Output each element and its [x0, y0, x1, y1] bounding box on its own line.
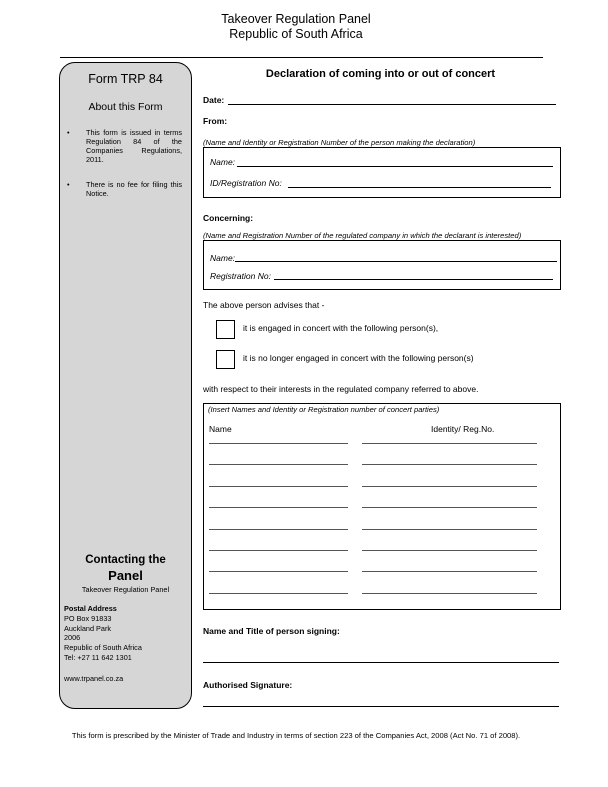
party-id-field[interactable] [362, 571, 537, 572]
party-name-field[interactable] [209, 443, 348, 444]
concerning-reg-label: Registration No: [210, 271, 271, 281]
party-name-field[interactable] [209, 486, 348, 487]
party-id-field[interactable] [362, 550, 537, 551]
contact-title: Contacting the [85, 554, 166, 566]
advises-text: The above person advises that - [203, 300, 325, 310]
postal-line: Auckland Park [64, 624, 112, 633]
form-title: Declaration of coming into or out of concert [265, 68, 496, 80]
option2-label: it is no longer engaged in concert with the following person(s) [243, 353, 474, 363]
sidebar-panel [59, 62, 192, 709]
party-name-field[interactable] [209, 464, 348, 465]
concerning-name-field[interactable] [235, 261, 557, 262]
concerning-reg-field[interactable] [274, 279, 553, 280]
bullet-icon: • [67, 128, 70, 137]
party-id-field[interactable] [362, 443, 537, 444]
from-note: (Name and Identity or Registration Number of the person making the declaration) [203, 138, 476, 147]
contact-org: Takeover Regulation Panel [81, 585, 170, 594]
signer-label: Name and Title of person signing: [203, 626, 340, 636]
header-subtitle: Republic of South Africa [229, 27, 363, 41]
party-name-field[interactable] [209, 593, 348, 594]
telephone: Tel: +27 11 642 1301 [64, 653, 132, 662]
party-id-field[interactable] [362, 593, 537, 594]
party-name-field[interactable] [209, 550, 348, 551]
party-id-field[interactable] [362, 486, 537, 487]
from-box [203, 147, 561, 198]
parties-note: (Insert Names and Identity or Registration number of concert parties) [208, 405, 440, 414]
concerning-note: (Name and Registration Number of the regulated company in which the declarant is interested) [203, 231, 522, 240]
bullet-text: This form is issued in terms Regulation 84 of the Companies Regulations, 2011. [86, 128, 182, 164]
concerning-label: Concerning: [203, 213, 254, 223]
respect-text: with respect to their interests in the regulated company referred to above. [203, 384, 479, 394]
about-title: About this Form [88, 101, 163, 113]
postal-line: PO Box 91833 [64, 614, 112, 623]
option1-checkbox[interactable] [216, 320, 235, 339]
postal-line: 2006 [64, 633, 81, 642]
bullet-text: There is no fee for filing this Notice. [86, 180, 182, 198]
footer-note: This form is prescribed by the Minister of Trade and Industry in terms of section 223 of the Companies Act, 2008 (Act No. 71 of 2008). [71, 731, 521, 740]
postal-heading: Postal Address [64, 604, 117, 613]
party-id-field[interactable] [362, 464, 537, 465]
concerning-box [203, 240, 561, 290]
party-id-field[interactable] [362, 507, 537, 508]
signer-field[interactable] [203, 662, 559, 663]
from-name-field[interactable] [237, 166, 553, 167]
signature-label: Authorised Signature: [203, 680, 293, 690]
from-name-label: Name: [210, 157, 236, 167]
party-id-field[interactable] [362, 529, 537, 530]
concerning-name-label: Name: [210, 253, 236, 263]
signature-field[interactable] [203, 706, 559, 707]
header-rule [60, 57, 543, 58]
contact-title-panel: Panel [108, 568, 143, 583]
column-header-name: Name [209, 424, 232, 434]
from-label: From: [203, 116, 228, 126]
form-id: Form TRP 84 [88, 72, 163, 86]
header-title: Takeover Regulation Panel [221, 12, 371, 26]
bullet-icon: • [67, 180, 70, 189]
parties-box [203, 403, 561, 610]
option1-label: it is engaged in concert with the following person(s), [243, 323, 439, 333]
from-id-label: ID/Registration No: [210, 178, 282, 188]
column-header-id: Identity/ Reg.No. [431, 424, 495, 434]
website-link[interactable]: www.trpanel.co.za [64, 674, 124, 683]
option2-checkbox[interactable] [216, 350, 235, 369]
postal-line: Republic of South Africa [64, 643, 142, 652]
party-name-field[interactable] [209, 507, 348, 508]
date-label: Date: [203, 95, 225, 105]
party-name-field[interactable] [209, 529, 348, 530]
from-id-field[interactable] [288, 187, 551, 188]
date-field[interactable] [228, 104, 556, 105]
party-name-field[interactable] [209, 571, 348, 572]
